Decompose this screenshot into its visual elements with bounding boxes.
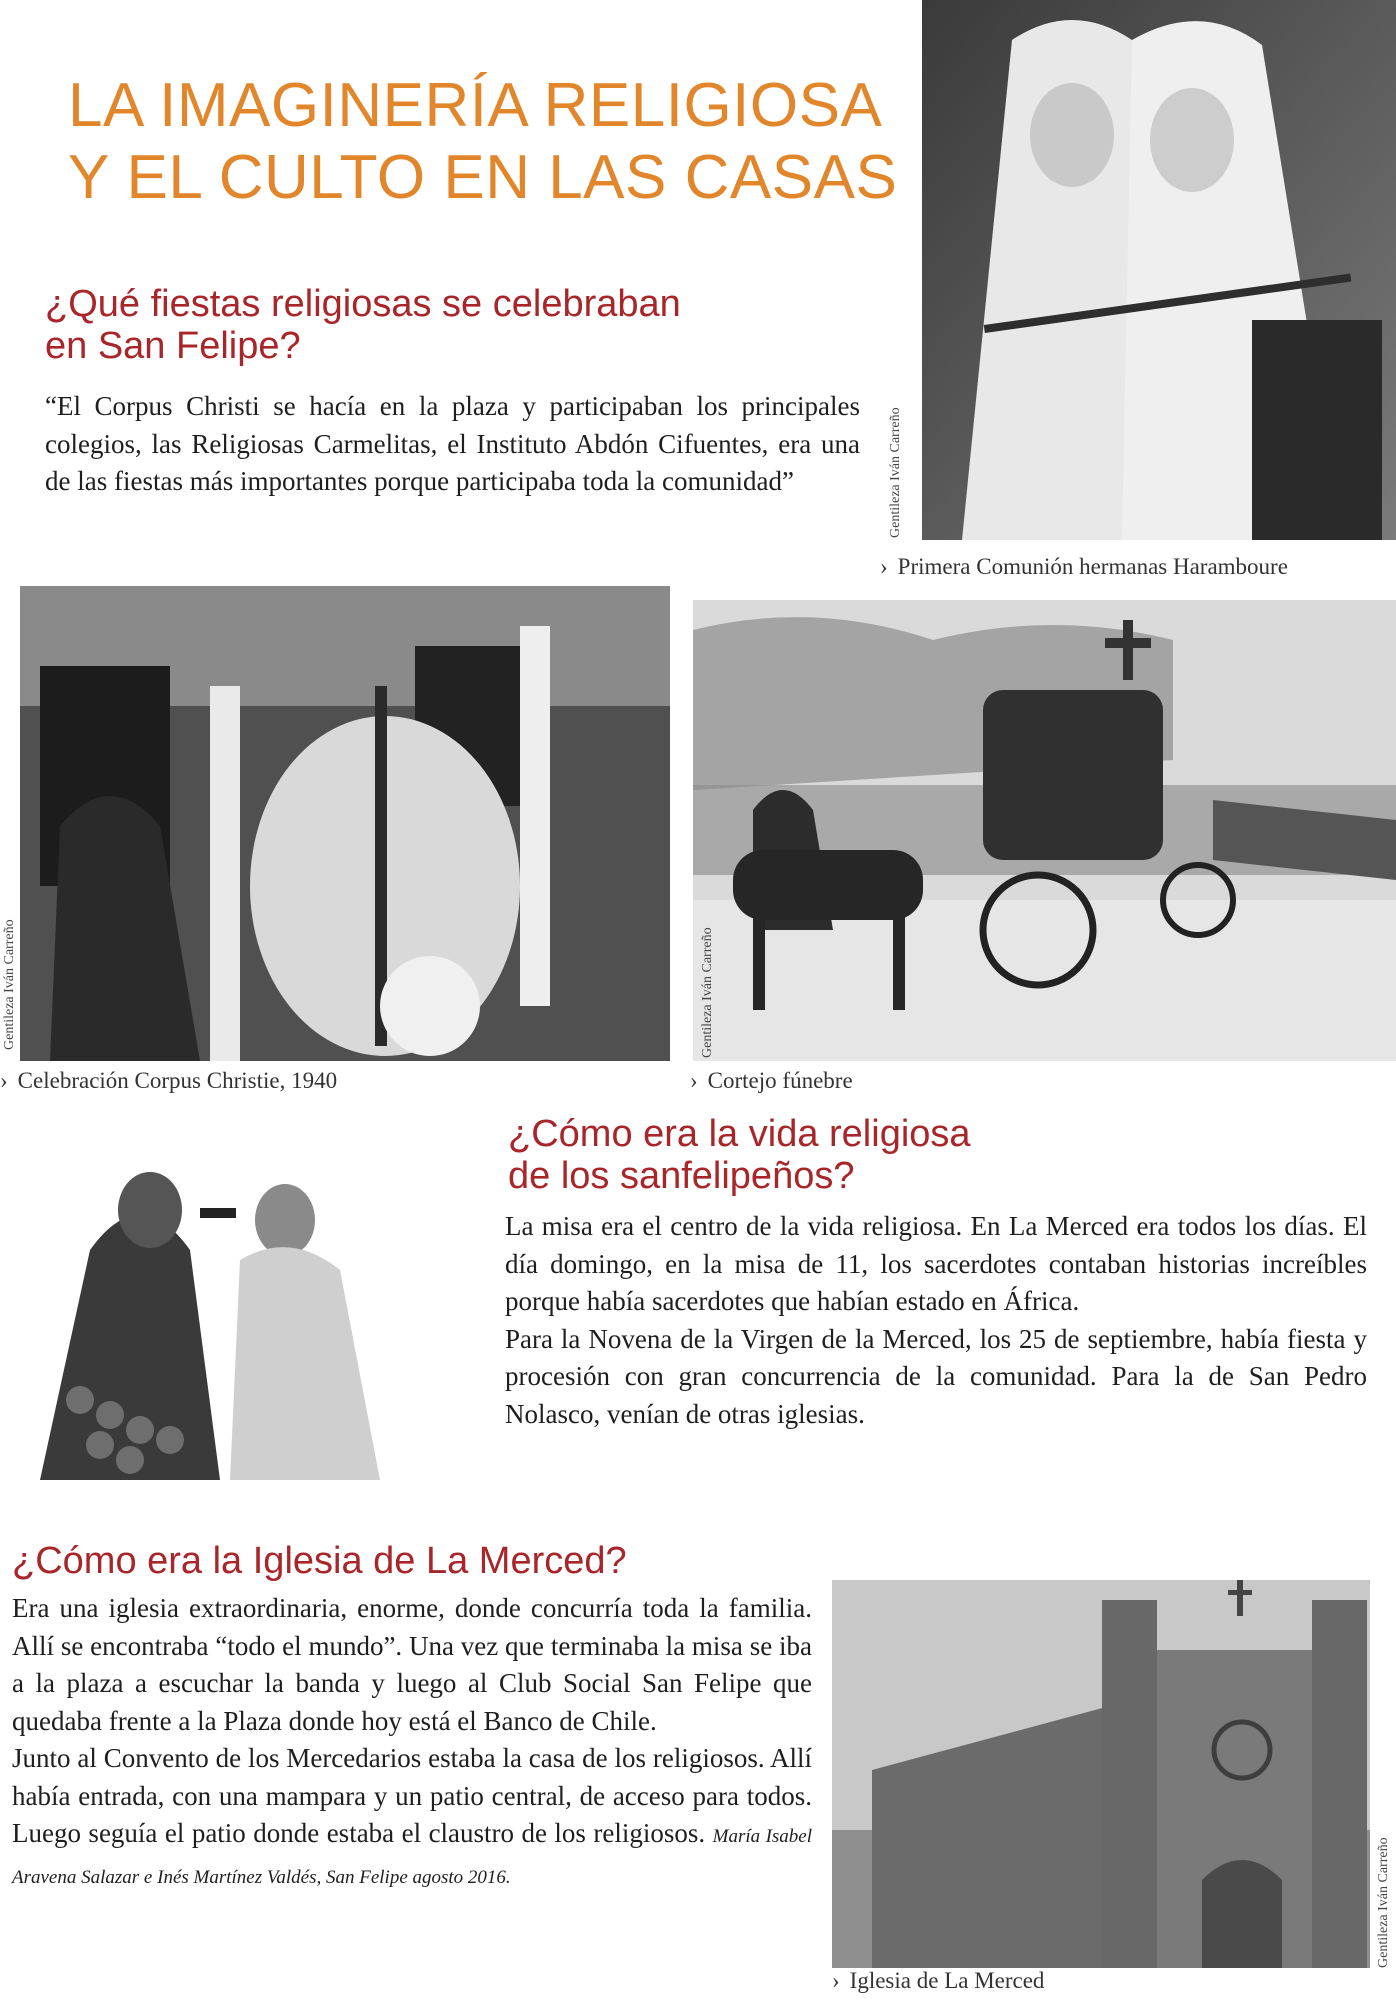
- title-line-1: LA IMAGINERÍA RELIGIOSA: [68, 71, 883, 140]
- section2-paragraph-2: Para la Novena de la Virgen de la Merced, los 25 de septiembre, había fiesta y procesión con gran concurrencia de la comunidad. Para la de San Pedro Nolasco, venían de otras iglesias.: [505, 1323, 1367, 1429]
- caption-arrow-icon: ›: [0, 1068, 8, 1093]
- funeral-credit: Gentileza Iván Carreño: [700, 927, 715, 1058]
- funeral-caption: › Cortejo fúnebre: [690, 1068, 853, 1093]
- corpus-caption: › Celebración Corpus Christie, 1940: [0, 1068, 338, 1093]
- section2-question-line-2: de los sanfelipeños?: [508, 1155, 855, 1197]
- title-line-2: Y EL CULTO EN LAS CASAS: [68, 143, 898, 212]
- section3-text: [12, 1590, 812, 1896]
- section1-question-line-2: en San Felipe?: [45, 325, 301, 367]
- page-title: [68, 70, 908, 214]
- section1-question-line-1: ¿Qué fiestas religiosas se celebraban: [45, 283, 681, 325]
- church-caption: › Iglesia de La Merced: [832, 1968, 1045, 1993]
- corpus-credit: Gentileza Iván Carreño: [2, 919, 17, 1050]
- communion-credit: Gentileza Iván Carreño: [888, 407, 903, 538]
- caption-arrow-icon: ›: [832, 1968, 840, 1993]
- communion-caption: › Primera Comunión hermanas Haramboure: [880, 554, 1288, 579]
- caption-arrow-icon: ›: [690, 1068, 698, 1093]
- section2-text: [505, 1208, 1367, 1433]
- corpus-photo: [20, 586, 670, 1061]
- section1-question: [45, 283, 865, 367]
- section1-quote: “El Corpus Christi se hacía en la plaza y participaban los principales colegios, las Religiosas Carmelitas, el Instituto Abdón Cifuentes, era una de las fiestas más importantes porque participaba toda la comunidad”: [45, 391, 860, 496]
- church-photo: [832, 1580, 1370, 1968]
- church-credit: Gentileza Iván Carreño: [1376, 1837, 1391, 1968]
- signature: María Isabel Aravena Salazar e Inés Martínez Valdés, San Felipe agosto 2016.: [12, 1826, 813, 1888]
- section3-question: ¿Cómo era la Iglesia de La Merced?: [12, 1540, 627, 1582]
- section2-paragraph-1: La misa era el centro de la vida religiosa. En La Merced era todos los días. El día domingo, en la misa de 11, los sacerdotes contaban historias increíbles porque había sacerdotes que habían estado en África.: [505, 1211, 1367, 1316]
- caption-arrow-icon: ›: [880, 554, 888, 579]
- funeral-photo: [693, 600, 1396, 1061]
- communion-photo: [922, 0, 1396, 540]
- engraving-illustration: [20, 1140, 460, 1480]
- section3-paragraph-2: Junto al Convento de los Mercedarios estaba la casa de los religiosos. Allí había entrada, con una mampara y un patio central, de acceso para todos. Luego seguía el patio donde estaba el claustro de los religiosos. María Isabel Aravena Salazar e Inés Martínez Valdés, San Felipe agosto 2016.: [12, 1743, 813, 1888]
- section2-question: [508, 1113, 1368, 1197]
- section2-question-line-1: ¿Cómo era la vida religiosa: [508, 1113, 971, 1155]
- section3-paragraph-1: Era una iglesia extraordinaria, enorme, donde concurría toda la familia. Allí se encontraba “todo el mundo”. Una vez que terminaba la misa se iba a la plaza a escuchar la banda y luego al Club Social San Felipe que quedaba frente a la Plaza donde hoy está el Banco de Chile.: [12, 1593, 812, 1736]
